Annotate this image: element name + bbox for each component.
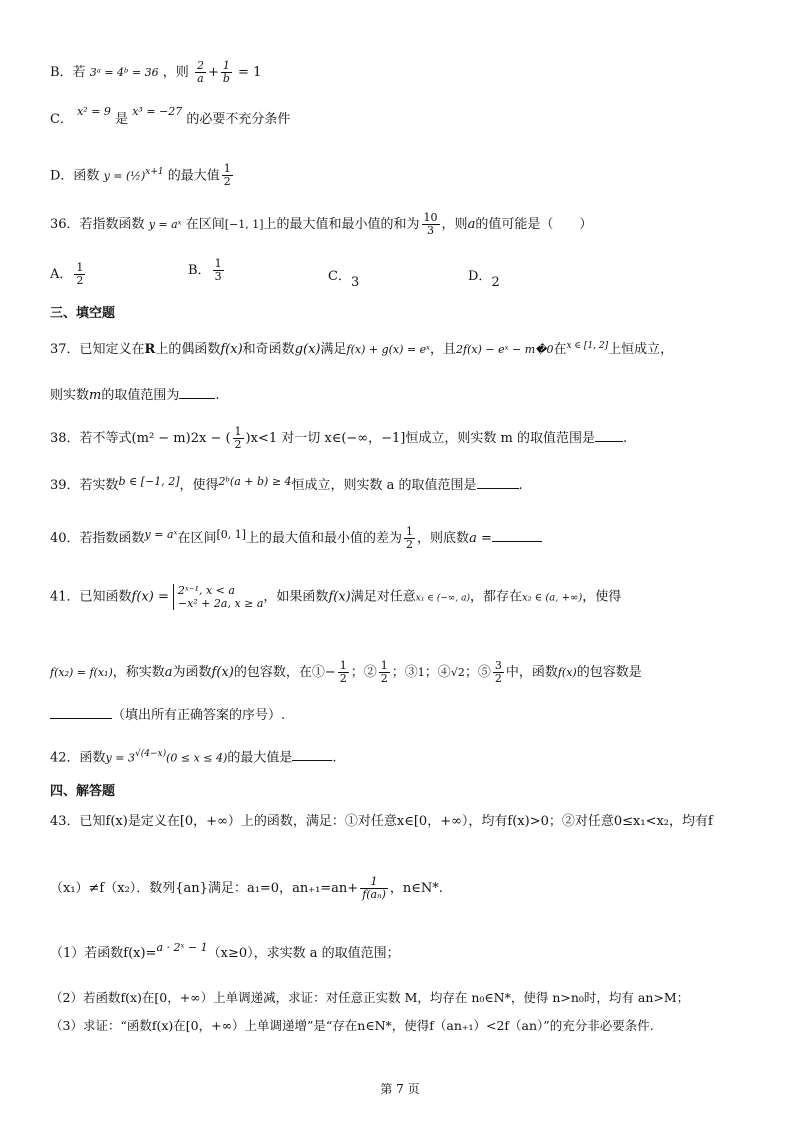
option-c-eq1: x² = 9 bbox=[77, 105, 111, 118]
q36-option-b: B． $\frac{1}{3}$ bbox=[188, 257, 222, 283]
question-41-line2: f(x₂) = f(x₁)，称实数a为函数f(x)的包容数，在①− $\frac{1}{2}$ ；② $\frac{1}{2}$ ；③1；④√2；⑤ $\frac{3}{2}$ 中，函数f(x)的包容数是 bbox=[50, 659, 642, 685]
question-41-line3: （填出所有正确答案的序号）. bbox=[50, 704, 760, 726]
section-3-heading: 三、填空题 bbox=[50, 306, 116, 321]
option-b-label: B．若 bbox=[50, 65, 86, 80]
option-b-frac2: $\frac{1}{b}$ bbox=[222, 59, 230, 85]
option-c-is: 是 bbox=[115, 112, 129, 127]
option-b-tail: = 1 bbox=[238, 65, 262, 80]
option-b-then: ，则 bbox=[162, 65, 189, 80]
option-d-frac: $\frac{1}{2}$ bbox=[223, 162, 231, 189]
q36-frac: $\frac{10}{3}$ bbox=[423, 211, 438, 237]
question-43-part1: （1）若函数f(x)=$^{a \cdot 2ˣ - 1}$（x≥0），求实数 a 的取值范围； bbox=[50, 941, 400, 961]
option-d-exp: x+1 bbox=[145, 167, 164, 177]
q38-blank[interactable] bbox=[595, 427, 623, 442]
option-d-tail: 的最大值 bbox=[167, 168, 220, 184]
option-d-func: y = (½) bbox=[103, 169, 146, 183]
question-43-line2: （x₁）≠f（x₂）．数列{an}满足：a₁=0，an₊₁=an+ $\frac{1}{\text{f(aₙ)}}$ ，n∈N*. bbox=[50, 875, 443, 901]
q41-piecewise: 2ˣ⁻¹, x < a −x² + 2a, x ≥ a bbox=[173, 584, 264, 610]
option-c-eq2: x³ = −27 bbox=[132, 105, 183, 118]
question-43-line1: 43．已知f(x)是定义在[0，+∞）上的函数，满足：①对任意x∈[0，+∞），均有f(x)>0；②对任意0≤x₁<x₂，均有f bbox=[50, 814, 713, 829]
question-38: 38．若不等式(m² − m)2x − ( $\frac{1}{2}$ )x<1 对一切 x∈(−∞，−1]恒成立，则实数 m 的取值范围是 . bbox=[50, 425, 628, 451]
q39-blank[interactable] bbox=[477, 474, 519, 489]
question-43-part3: （3）求证：“函数f(x)在[0，+∞）上单调递增”是“存在n∈N*，使得f（an₊₁）<2f（an）”的充分非必要条件. bbox=[50, 1018, 654, 1033]
q36-option-a: A． $\frac{1}{2}$ bbox=[50, 261, 84, 287]
q36-text: 36．若指数函数 bbox=[50, 217, 145, 232]
question-36 bbox=[50, 212, 760, 237]
section-4-heading: 四、解答题 bbox=[50, 784, 116, 799]
question-42: 42．函数$y = 3^{√(4-x)}(0 \le x \le 4)$的最大值是 . bbox=[50, 744, 760, 768]
option-b-equation: 3ᵃ = 4ᵇ = 36 bbox=[89, 66, 159, 79]
page-number: 第 7 页 bbox=[380, 1082, 420, 1096]
q36-a: a bbox=[467, 217, 476, 232]
option-d-label: D．函数 bbox=[50, 168, 100, 184]
question-37-line1: 37．已知定义在R上的偶函数f(x)和奇函数g(x)满足f(x) + g(x) = eˣ，且2f(x) − eˣ − m�0在$^{x \in [1, 2]}$上恒成立， bbox=[50, 341, 674, 357]
q37-blank[interactable] bbox=[179, 384, 215, 399]
q36-func: y = aˣ bbox=[148, 218, 182, 231]
q36-option-c: C．3 bbox=[328, 269, 360, 290]
q41-blank[interactable] bbox=[50, 704, 112, 719]
question-43-part2: （2）若函数f(x)在[0，+∞）上单调递减，求证：对任意正实数 M，均存在 n₀∈N*，使得 n>n₀时，均有 an>M； bbox=[50, 990, 690, 1005]
question-41-line1: 41．已知函数f(x) = 2ˣ⁻¹, x < a −x² + 2a, x ≥ a ，如果函数f(x)满足对任意x₁ ∈ (−∞, a)，都存在x₂ ∈ (a, +∞)，使得 bbox=[50, 584, 622, 610]
q36-option-d: D．2 bbox=[468, 269, 500, 290]
option-c-line bbox=[50, 105, 760, 130]
question-39: 39．若实数$^{b \in [-1, 2]}$，使得$^{2ᵇ(a + b) \ge 4}$恒成立，则实数 a 的取值范围是 . bbox=[50, 475, 523, 493]
option-c-label: C． bbox=[50, 112, 73, 127]
q36-mid1: 在区间 bbox=[185, 217, 225, 232]
q36-mid3: ，则 bbox=[441, 217, 468, 232]
q42-blank[interactable] bbox=[292, 746, 332, 761]
option-b-frac1: $\frac{2}{a}$ bbox=[196, 59, 204, 85]
option-c-tail: 的必要不充分条件 bbox=[186, 112, 291, 127]
question-40: 40．若指数函数$^{y = aˣ}$在区间[0, 1]上的最大值和最小值的差为 $\frac{1}{2}$ ，则底数a = bbox=[50, 526, 760, 551]
q40-blank[interactable] bbox=[492, 527, 542, 542]
option-b-line: B．若 3ᵃ = 4ᵇ = 36 ，则 $\frac{2}{a}$ + $\frac{1}{b}$ = 1 bbox=[50, 59, 262, 85]
question-37-line2: 则实数m的取值范围为 . bbox=[50, 384, 760, 406]
option-d-line bbox=[50, 162, 760, 188]
q36-interval: [−1, 1] bbox=[224, 218, 264, 231]
q36-mid2: 上的最大值和最小值的和为 bbox=[263, 217, 420, 232]
q36-tail: 的值可能是（ ） bbox=[475, 217, 593, 232]
